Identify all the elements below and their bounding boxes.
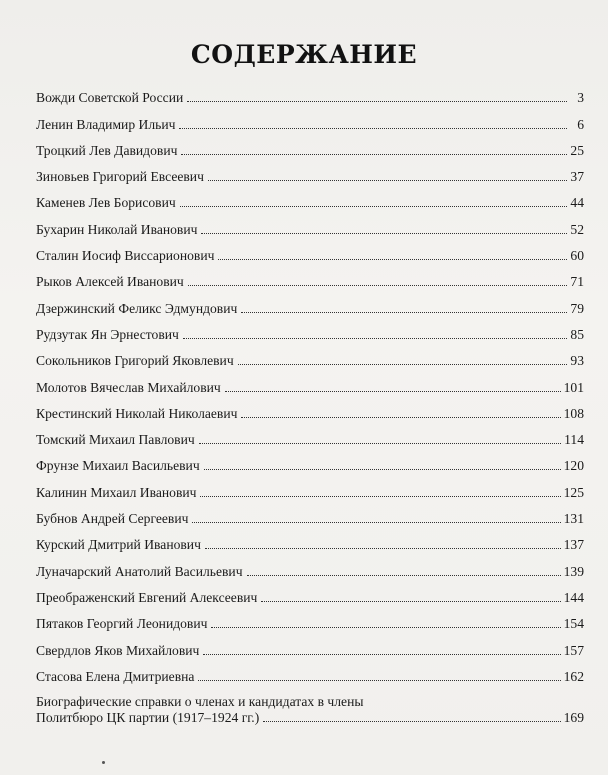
dot-leader [198, 680, 560, 681]
toc-entry-title: Бухарин Николай Иванович [36, 221, 198, 237]
dot-leader [204, 469, 561, 470]
toc-entry [36, 632, 584, 658]
toc-entry [36, 317, 584, 343]
dot-leader [263, 721, 560, 722]
toc-entry-biographies [36, 685, 584, 729]
toc-entry-title: Преображенский Евгений Алексеевич [36, 589, 258, 605]
toc-entry-title-line2: Политбюро ЦК партии (1917–1924 гг.) [36, 709, 260, 725]
toc-entry-title: Луначарский Анатолий Васильевич [36, 563, 243, 579]
toc-entry-title: Троцкий Лев Давидович [36, 142, 178, 158]
dot-leader [218, 259, 567, 260]
toc-entry [36, 290, 584, 316]
dot-leader [192, 522, 560, 523]
toc-entry-title: Стасова Елена Дмитриевна [36, 668, 195, 684]
toc-entry-title-line1: Биографические справки о членах и кандидатах в члены [36, 693, 364, 709]
toc-entry-title: Зиновьев Григорий Евсеевич [36, 169, 204, 185]
toc-entry [36, 106, 584, 132]
toc-entry-page: 144 [563, 589, 584, 605]
toc-entry-page: 114 [564, 432, 584, 448]
dot-leader [200, 496, 560, 497]
toc-entry-page: 162 [563, 668, 584, 684]
dot-leader [238, 364, 567, 365]
toc-entry-page: 3 [577, 90, 584, 106]
toc-entry [36, 133, 584, 159]
toc-entry-page: 85 [570, 326, 584, 342]
dot-leader [181, 154, 567, 155]
toc-entry [36, 553, 584, 579]
toc-entry [36, 422, 584, 448]
toc-entry-title: Калинин Михаил Иванович [36, 484, 197, 500]
dot-leader [183, 338, 567, 339]
toc-entry [36, 211, 584, 237]
toc-entry-page: 93 [570, 353, 584, 369]
dot-leader [241, 312, 567, 313]
toc-entry [36, 659, 584, 685]
toc-entry-title: Сокольников Григорий Яковлевич [36, 353, 234, 369]
toc-entry-title-line2-row [36, 710, 584, 726]
toc-entry-page: 37 [570, 169, 584, 185]
toc-entry-page: 44 [570, 195, 584, 211]
table-of-contents [36, 80, 584, 729]
toc-entry [36, 80, 584, 106]
toc-entry-page: 125 [563, 484, 584, 500]
toc-entry-title: Молотов Вячеслав Михайлович [36, 379, 221, 395]
toc-entry-title: Рыков Алексей Иванович [36, 274, 184, 290]
toc-entry [36, 343, 584, 369]
toc-entry-page: 108 [563, 405, 584, 421]
toc-entry-page: 154 [563, 616, 584, 632]
toc-entry [36, 448, 584, 474]
toc-entry-title: Дзержинский Феликс Эдмундович [36, 300, 238, 316]
toc-entry-title: Каменев Лев Борисович [36, 195, 176, 211]
dot-leader [205, 548, 561, 549]
dot-leader [179, 128, 567, 129]
toc-entry-title: Сталин Иосиф Виссарионович [36, 248, 215, 264]
toc-entry-title: Ленин Владимир Ильич [36, 116, 176, 132]
toc-entry-page: 139 [563, 563, 584, 579]
toc-entry-page: 71 [570, 274, 584, 290]
toc-entry-page: 25 [570, 142, 584, 158]
dot-leader [241, 417, 560, 418]
page-title: СОДЕРЖАНИЕ [190, 40, 418, 69]
toc-entry [36, 369, 584, 395]
toc-entry [36, 580, 584, 606]
toc-entry-page: 131 [563, 511, 584, 527]
dot-leader [261, 601, 560, 602]
toc-entry [36, 474, 584, 500]
toc-entry [36, 396, 584, 422]
toc-entry-page: 120 [563, 458, 584, 474]
dot-leader [225, 391, 561, 392]
toc-entry-page: 169 [563, 709, 584, 725]
dot-leader [211, 627, 560, 628]
toc-entry [36, 527, 584, 553]
toc-entry-title: Пятаков Георгий Леонидович [36, 616, 208, 632]
toc-entry-title: Свердлов Яков Михайлович [36, 642, 200, 658]
toc-entry-page: 6 [577, 116, 584, 132]
dot-leader [208, 180, 567, 181]
toc-entry-title: Фрунзе Михаил Васильевич [36, 458, 200, 474]
toc-entry [36, 501, 584, 527]
ink-mark [102, 761, 105, 764]
toc-entry-title: Бубнов Андрей Сергеевич [36, 511, 189, 527]
dot-leader [247, 575, 561, 576]
toc-entry-page: 101 [563, 379, 584, 395]
toc-entry-page: 52 [570, 221, 584, 237]
toc-entry-title: Вожди Советской России [36, 90, 184, 106]
dot-leader [188, 285, 567, 286]
dot-leader [199, 443, 561, 444]
toc-entry [36, 606, 584, 632]
toc-entry-title: Томский Михаил Павлович [36, 432, 195, 448]
dot-leader [203, 654, 560, 655]
toc-entry-title: Рудзутак Ян Эрнестович [36, 326, 179, 342]
toc-entry [36, 264, 584, 290]
toc-entry-title: Крестинский Николай Николаевич [36, 405, 238, 421]
toc-entry-page: 60 [570, 248, 584, 264]
dot-leader [201, 233, 567, 234]
dot-leader [187, 101, 567, 102]
toc-entry-page: 79 [570, 300, 584, 316]
toc-entry [36, 185, 584, 211]
toc-entry-title: Курский Дмитрий Иванович [36, 537, 201, 553]
toc-entry [36, 159, 584, 185]
toc-entry-page: 157 [563, 642, 584, 658]
toc-entry-page: 137 [563, 537, 584, 553]
toc-entry [36, 238, 584, 264]
dot-leader [180, 206, 567, 207]
